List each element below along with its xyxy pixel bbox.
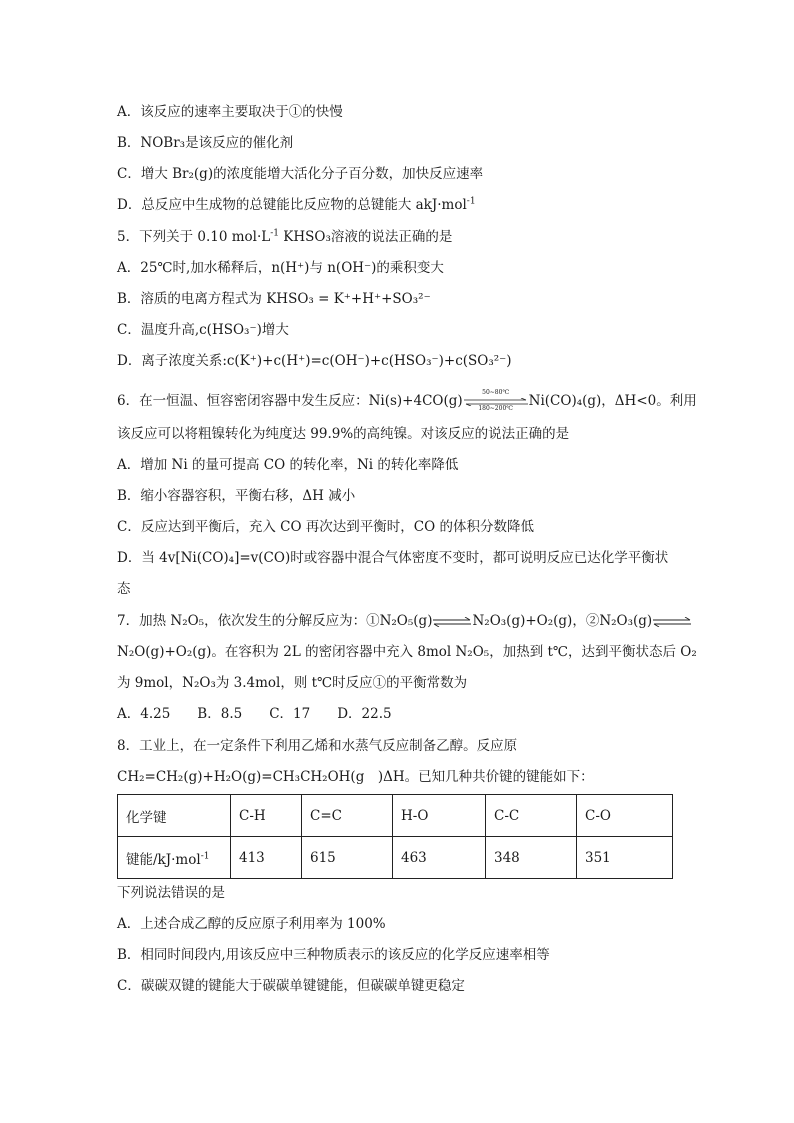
table-cell: 键能/kJ·mol$^{-1}$	[118, 837, 231, 879]
equilibrium-arrow-1	[433, 617, 471, 627]
q5-stem: 5．下列关于 0.10 $mol\cdot L^{-1}$ KHSO₃溶液的说法正确的是	[117, 228, 453, 245]
table-cell: C=C	[302, 795, 393, 837]
q8-option-b: B．相同时间段内,用该反应中三种物质表示的该反应的化学反应速率相等	[117, 947, 550, 963]
q4-option-b: B．NOBr₃是该反应的催化剂	[117, 135, 294, 151]
q8-option-c: C．碳碳双键的键能大于碳碳单键键能，但碳碳单键更稳定	[117, 978, 465, 994]
table-cell: 348	[486, 837, 577, 879]
table-header-row	[118, 795, 673, 837]
q8-option-a: A．上述合成乙醇的反应原子利用率为 100%	[117, 916, 386, 932]
q5-option-a: A．25℃时,加水稀释后，n(H⁺)与 n(OH⁻)的乘积变大	[117, 260, 444, 276]
table-cell: C-C	[486, 795, 577, 837]
q8-stem: 8．工业上，在一定条件下利用乙烯和水蒸气反应制备乙醇。反应原	[117, 738, 518, 754]
q4-option-a: A．该反应的速率主要取决于①的快慢	[117, 104, 343, 120]
table-cell: 615	[302, 837, 393, 879]
q6-option-a: A．增加 Ni 的量可提高 CO 的转化率，Ni 的转化率降低	[117, 457, 459, 473]
q6-stem-line2: 该反应可以将粗镍转化为纯度达 99.9%的高纯镍。对该反应的说法正确的是	[117, 426, 570, 442]
table-cell: C-H	[231, 795, 302, 837]
equilibrium-arrow-2	[653, 617, 691, 627]
table-cell: H-O	[393, 795, 486, 837]
table-cell: C-O	[577, 795, 673, 837]
table-row	[118, 837, 673, 879]
q7-stem-line3: 为 9mol，N₂O₃为 3.4mol，则 t℃时反应①的平衡常数为	[117, 675, 468, 691]
table-cell: 351	[577, 837, 673, 879]
q5-option-d: D．离子浓度关系:c(K⁺)+c(H⁺)=c(OH⁻)+c(HSO₃⁻)+c(SO₃²⁻)	[117, 353, 512, 369]
q4-option-d: D．总反应中生成物的总键能比反应物的总键能大 akJ·mol$^{-1}$	[117, 196, 476, 213]
q7-options: A．4.25 B．8.5 C．17 D．22.5	[117, 706, 392, 722]
q8-question: 下列说法错误的是	[117, 885, 225, 901]
q6-option-c: C．反应达到平衡后，充入 CO 再次达到平衡时，CO 的体积分数降低	[117, 519, 534, 535]
q8-equation: CH₂=CH₂(g)+H₂O(g)=CH₃CH₂OH(g )ΔH。已知几种共价键的键能如下：	[117, 769, 594, 785]
q6-option-d: D．当 4v[Ni(CO)₄]=v(CO)时或容器中混合气体密度不变时，都可说明反应已达化学平衡状	[117, 550, 669, 566]
q6-stem: 6．在一恒温、恒容密闭容器中发生反应：Ni(s)+4CO(g) 50~80℃ 180~200℃ Ni(CO)₄(g)，ΔH<0。利用	[117, 388, 697, 412]
q6-option-d-cont: 态	[117, 581, 131, 597]
table-cell: 413	[231, 837, 302, 879]
reversible-arrow: 50~80℃ 180~200℃	[464, 394, 528, 410]
q7-stem-line2: N₂O(g)+O₂(g)。在容积为 2L 的密闭容器中充入 8mol N₂O₅，加热到 t℃，达到平衡状态后 O₂	[117, 644, 697, 660]
q4-option-c: C．增大 Br₂(g)的浓度能增大活化分子百分数，加快反应速率	[117, 166, 484, 182]
q5-option-c: C．温度升高,c(HSO₃⁻)增大	[117, 322, 289, 338]
table-cell: 463	[393, 837, 486, 879]
q6-option-b: B．缩小容器容积，平衡右移，ΔH 减小	[117, 488, 356, 504]
bond-energy-table	[117, 794, 673, 879]
table-cell: 化学键	[118, 795, 231, 837]
q7-stem: 7．加热 N₂O₅，依次发生的分解反应为：①N₂O₅(g) N₂O₃(g)+O₂(g)，②N₂O₃(g)	[117, 612, 692, 630]
q5-option-b: B．溶质的电离方程式为 KHSO₃ = K⁺+H⁺+SO₃²⁻	[117, 291, 431, 307]
